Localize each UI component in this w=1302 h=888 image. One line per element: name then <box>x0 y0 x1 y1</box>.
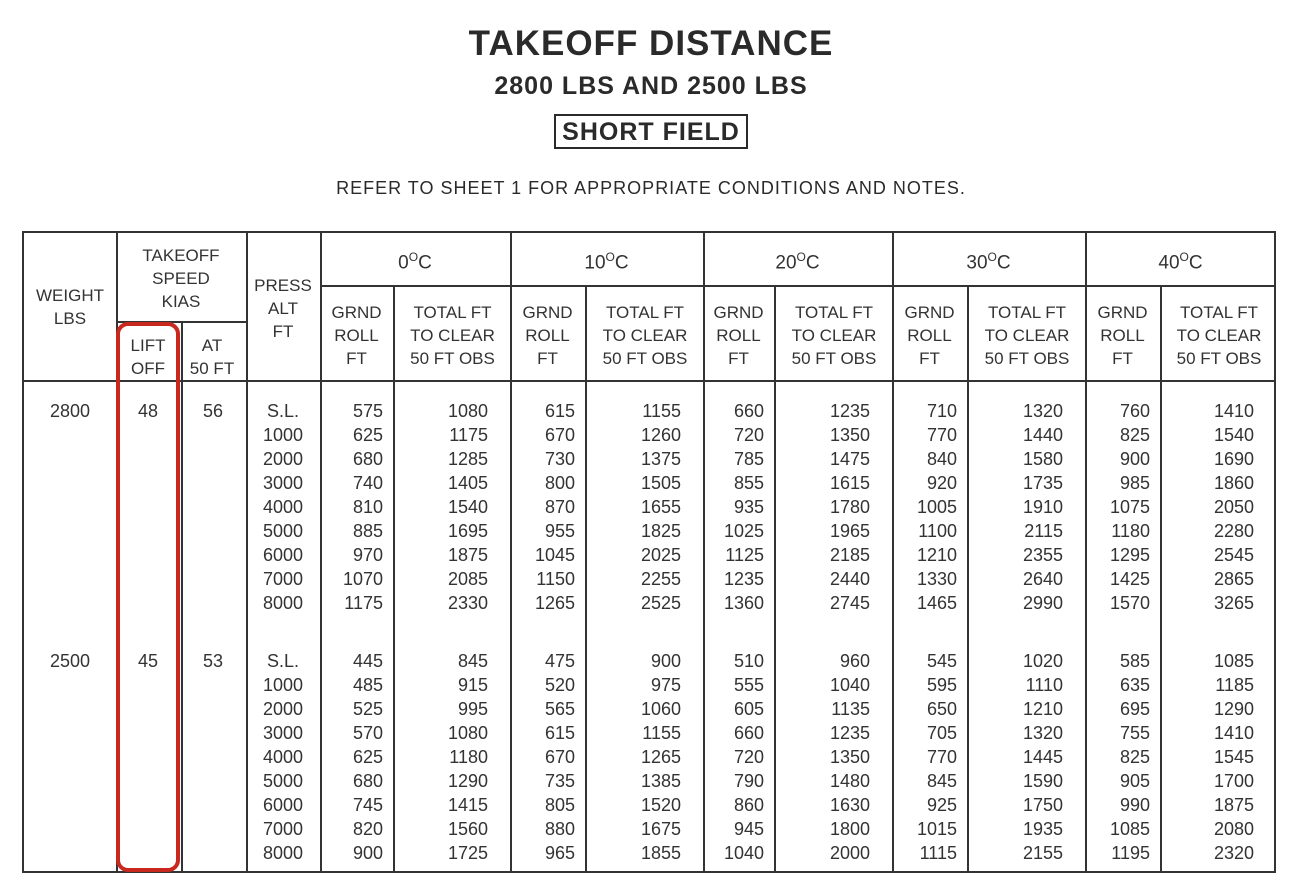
total-distance-value: 2525 <box>640 593 681 613</box>
temp-value: 0 <box>398 252 409 274</box>
ground-roll-value: 720 <box>733 747 764 767</box>
total-distance-value: 1540 <box>1213 425 1254 445</box>
header-bottom-rule <box>22 380 1276 382</box>
total-ft-line1: TOTAL FT <box>987 303 1067 322</box>
ground-roll-value: 955 <box>544 521 575 541</box>
ground-roll-value: 985 <box>1119 473 1150 493</box>
speed-header-line1: TAKEOFF <box>142 246 220 265</box>
grnd-roll-line2: ROLL <box>334 326 379 345</box>
temp-unit: C <box>418 252 432 274</box>
ground-roll-value: 1425 <box>1109 569 1150 589</box>
temp-unit: C <box>1188 252 1203 274</box>
total-ft-line1: TOTAL FT <box>794 303 874 322</box>
total-distance-value: 1415 <box>447 795 488 815</box>
grnd-roll-header-0c <box>320 301 393 370</box>
ground-roll-value: 615 <box>544 723 575 743</box>
total-distance-value: 1235 <box>829 401 870 421</box>
total-distance-value: 915 <box>457 675 488 695</box>
ground-roll-value: 1570 <box>1109 593 1150 613</box>
press-alt-header <box>246 274 320 343</box>
temp-value: 40 <box>1158 252 1180 274</box>
temp-header-40c <box>1085 250 1276 274</box>
ground-roll-value: 1180 <box>1111 521 1150 541</box>
press-alt-line1: PRESS <box>254 276 312 295</box>
total-distance-value: 2000 <box>829 843 870 863</box>
total-distance-value: 1110 <box>1025 675 1063 695</box>
total-distance-value: 1060 <box>640 699 681 719</box>
ground-roll-value: 935 <box>733 497 764 517</box>
weight-value: 2500 <box>49 651 91 671</box>
ground-roll-value: 920 <box>926 473 957 493</box>
ground-roll-value: 635 <box>1119 675 1150 695</box>
press-alt-value: 7000 <box>262 569 304 589</box>
page-title: TAKEOFF DISTANCE <box>468 24 834 63</box>
total-distance-value: 1475 <box>829 449 870 469</box>
press-alt-value: S.L. <box>266 651 300 671</box>
at-50ft-line1: AT <box>201 336 223 355</box>
at-50ft-speed: 53 <box>202 651 224 671</box>
total-distance-value: 1175 <box>449 425 488 445</box>
reference-note: REFER TO SHEET 1 FOR APPROPRIATE CONDITIONS AND NOTES. <box>336 178 966 198</box>
total-ft-line2: TO CLEAR <box>1176 326 1262 345</box>
ground-roll-value: 905 <box>1119 771 1150 791</box>
total-distance-value: 1965 <box>829 521 870 541</box>
total-distance-value: 1405 <box>447 473 488 493</box>
total-distance-value: 1750 <box>1022 795 1063 815</box>
press-alt-value: 7000 <box>262 819 304 839</box>
grnd-roll-line1: GRND <box>331 303 382 322</box>
total-distance-value: 1350 <box>829 747 870 767</box>
ground-roll-value: 565 <box>544 699 575 719</box>
press-alt-value: 5000 <box>262 521 304 541</box>
total-distance-value: 1675 <box>640 819 681 839</box>
ground-roll-value: 650 <box>926 699 957 719</box>
ground-roll-value: 520 <box>544 675 575 695</box>
total-ft-line1: TOTAL FT <box>1179 303 1259 322</box>
lift-off-line2: OFF <box>131 359 165 378</box>
ground-roll-value: 790 <box>733 771 764 791</box>
total-distance-value: 1540 <box>447 497 488 517</box>
total-distance-value: 2990 <box>1022 593 1063 613</box>
at-50ft-line2: 50 FT <box>189 359 235 378</box>
press-alt-value: 2000 <box>262 449 304 469</box>
total-distance-value: 960 <box>839 651 870 671</box>
ground-roll-value: 720 <box>733 425 764 445</box>
temp-header-10c <box>510 250 703 274</box>
ground-roll-value: 510 <box>733 651 764 671</box>
ground-roll-value: 705 <box>926 723 957 743</box>
ground-roll-value: 1115 <box>919 843 957 863</box>
press-alt-value: 4000 <box>262 497 304 517</box>
ground-roll-value: 475 <box>544 651 575 671</box>
total-distance-value: 2115 <box>1024 521 1063 541</box>
total-distance-value: 1780 <box>829 497 870 517</box>
ground-roll-value: 825 <box>1119 747 1150 767</box>
total-distance-value: 1375 <box>640 449 681 469</box>
total-distance-value: 1410 <box>1213 723 1254 743</box>
total-distance-value: 2355 <box>1022 545 1063 565</box>
total-distance-value: 1695 <box>447 521 488 541</box>
total-ft-line3: 50 FT OBS <box>410 349 495 368</box>
ground-roll-value: 845 <box>926 771 957 791</box>
ground-roll-value: 1025 <box>723 521 764 541</box>
ground-roll-value: 740 <box>352 473 383 493</box>
total-distance-value: 2080 <box>1213 819 1254 839</box>
ground-roll-value: 555 <box>733 675 764 695</box>
grnd-roll-header-40c <box>1085 301 1160 370</box>
ground-roll-value: 945 <box>733 819 764 839</box>
press-alt-value: 6000 <box>262 795 304 815</box>
total-distance-value: 1935 <box>1022 819 1063 839</box>
grnd-roll-line3: FT <box>919 349 940 368</box>
total-ft-line1: TOTAL FT <box>605 303 685 322</box>
ground-roll-value: 855 <box>733 473 764 493</box>
ground-roll-value: 970 <box>352 545 383 565</box>
ground-roll-value: 820 <box>352 819 383 839</box>
ground-roll-value: 885 <box>352 521 383 541</box>
total-ft-header-30c <box>969 301 1085 370</box>
weight-header <box>24 284 116 330</box>
total-distance-value: 1875 <box>447 545 488 565</box>
temp-header-0c <box>320 250 510 274</box>
grnd-roll-header-30c <box>892 301 967 370</box>
ground-roll-value: 570 <box>352 723 383 743</box>
total-distance-value: 1545 <box>1213 747 1254 767</box>
ground-roll-value: 710 <box>926 401 957 421</box>
total-ft-line3: 50 FT OBS <box>602 349 688 368</box>
weight-value: 2800 <box>49 401 91 421</box>
grnd-roll-line3: FT <box>537 349 558 368</box>
press-alt-value: 4000 <box>262 747 304 767</box>
total-distance-value: 1615 <box>829 473 870 493</box>
total-distance-value: 1825 <box>640 521 681 541</box>
total-distance-value: 1080 <box>447 723 488 743</box>
ground-roll-value: 900 <box>352 843 383 863</box>
page-subtitle: 2800 LBS AND 2500 LBS <box>494 72 808 100</box>
weight-header-line1: WEIGHT <box>36 286 104 305</box>
ground-roll-value: 1265 <box>534 593 575 613</box>
speed-header-line3: KIAS <box>161 292 201 311</box>
total-distance-value: 1630 <box>829 795 870 815</box>
ground-roll-value: 1045 <box>534 545 575 565</box>
press-alt-line3: FT <box>272 322 294 341</box>
total-distance-value: 2640 <box>1022 569 1063 589</box>
ground-roll-value: 585 <box>1119 651 1150 671</box>
total-distance-value: 1180 <box>449 747 488 767</box>
ground-roll-value: 760 <box>1119 401 1150 421</box>
total-distance-value: 1875 <box>1213 795 1254 815</box>
ground-roll-value: 990 <box>1119 795 1150 815</box>
temp-unit: C <box>805 252 820 274</box>
total-ft-line2: TO CLEAR <box>410 326 495 345</box>
ground-roll-value: 625 <box>352 747 383 767</box>
total-distance-value: 2545 <box>1213 545 1254 565</box>
total-distance-value: 995 <box>457 699 488 719</box>
total-distance-value: 2085 <box>447 569 488 589</box>
total-distance-value: 2320 <box>1213 843 1254 863</box>
ground-roll-value: 660 <box>733 401 764 421</box>
degree-symbol: O <box>408 250 419 264</box>
grnd-roll-header-20c <box>703 301 774 370</box>
ground-roll-value: 545 <box>926 651 957 671</box>
lift-off-speed: 48 <box>137 401 159 421</box>
ground-roll-value: 1125 <box>725 545 764 565</box>
degree-symbol: O <box>1179 250 1189 264</box>
temp-unit: C <box>996 252 1011 274</box>
lift-off-speed: 45 <box>137 651 159 671</box>
press-alt-value: 8000 <box>262 593 304 613</box>
total-distance-value: 2865 <box>1213 569 1254 589</box>
total-ft-line3: 50 FT OBS <box>1176 349 1262 368</box>
ground-roll-value: 1070 <box>342 569 383 589</box>
ground-roll-value: 625 <box>352 425 383 445</box>
total-distance-value: 1210 <box>1022 699 1063 719</box>
takeoff-speed-header <box>116 244 246 313</box>
ground-roll-value: 1465 <box>916 593 957 613</box>
total-distance-value: 1735 <box>1022 473 1063 493</box>
press-alt-value: 5000 <box>262 771 304 791</box>
ground-roll-value: 785 <box>733 449 764 469</box>
total-distance-value: 845 <box>457 651 488 671</box>
at-50ft-header <box>181 334 243 380</box>
at-50ft-speed: 56 <box>202 401 224 421</box>
ground-roll-value: 615 <box>544 401 575 421</box>
total-distance-value: 2050 <box>1213 497 1254 517</box>
total-distance-value: 1350 <box>829 425 870 445</box>
total-distance-value: 1155 <box>642 401 681 421</box>
total-distance-value: 1910 <box>1022 497 1063 517</box>
press-alt-value: 2000 <box>262 699 304 719</box>
total-distance-value: 3265 <box>1213 593 1254 613</box>
ground-roll-value: 1085 <box>1109 819 1150 839</box>
total-ft-line2: TO CLEAR <box>602 326 688 345</box>
press-alt-line2: ALT <box>268 299 298 318</box>
total-ft-line2: TO CLEAR <box>791 326 877 345</box>
press-alt-value: 1000 <box>262 675 304 695</box>
total-distance-value: 2185 <box>829 545 870 565</box>
total-distance-value: 1480 <box>829 771 870 791</box>
temp-header-30c <box>892 250 1085 274</box>
ground-roll-value: 605 <box>733 699 764 719</box>
ground-roll-value: 900 <box>1119 449 1150 469</box>
total-distance-value: 1285 <box>447 449 488 469</box>
ground-roll-value: 810 <box>352 497 383 517</box>
total-distance-value: 1320 <box>1022 401 1063 421</box>
ground-roll-value: 730 <box>544 449 575 469</box>
total-ft-line2: TO CLEAR <box>984 326 1070 345</box>
total-distance-value: 900 <box>650 651 681 671</box>
grnd-roll-header-10c <box>510 301 585 370</box>
grnd-roll-line3: FT <box>1112 349 1133 368</box>
short-field-label: SHORT FIELD <box>554 114 748 149</box>
ground-roll-value: 1015 <box>916 819 957 839</box>
ground-roll-value: 1075 <box>1109 497 1150 517</box>
ground-roll-value: 1175 <box>344 593 383 613</box>
press-alt-value: 6000 <box>262 545 304 565</box>
grnd-roll-line1: GRND <box>522 303 573 322</box>
press-alt-value: S.L. <box>266 401 300 421</box>
lift-off-highlight <box>116 322 180 872</box>
total-distance-value: 1155 <box>642 723 681 743</box>
total-distance-value: 1410 <box>1213 401 1254 421</box>
degree-symbol: O <box>605 250 615 264</box>
ground-roll-value: 1150 <box>536 569 575 589</box>
total-distance-value: 1505 <box>640 473 681 493</box>
total-distance-value: 1085 <box>1213 651 1254 671</box>
total-distance-value: 2255 <box>640 569 681 589</box>
ground-roll-value: 745 <box>352 795 383 815</box>
temp-header-20c <box>703 250 892 274</box>
ground-roll-value: 770 <box>926 425 957 445</box>
grnd-roll-line3: FT <box>728 349 749 368</box>
temp-header-rule <box>320 285 1276 287</box>
total-distance-value: 975 <box>650 675 681 695</box>
total-distance-value: 1520 <box>640 795 681 815</box>
lift-off-line1: LIFT <box>130 336 166 355</box>
ground-roll-value: 965 <box>544 843 575 863</box>
ground-roll-value: 445 <box>352 651 383 671</box>
short-field-box-wrap <box>0 114 1302 149</box>
ground-roll-value: 680 <box>352 771 383 791</box>
ground-roll-value: 860 <box>733 795 764 815</box>
grnd-roll-line1: GRND <box>904 303 955 322</box>
total-distance-value: 1135 <box>831 699 870 719</box>
grnd-roll-line3: FT <box>346 349 367 368</box>
total-distance-value: 1080 <box>447 401 488 421</box>
total-distance-value: 2745 <box>829 593 870 613</box>
total-distance-value: 1320 <box>1022 723 1063 743</box>
total-ft-line3: 50 FT OBS <box>791 349 877 368</box>
ground-roll-value: 660 <box>733 723 764 743</box>
total-distance-value: 1445 <box>1022 747 1063 767</box>
ground-roll-value: 1005 <box>916 497 957 517</box>
ground-roll-value: 575 <box>352 401 383 421</box>
ground-roll-value: 1040 <box>723 843 764 863</box>
ground-roll-value: 755 <box>1119 723 1150 743</box>
total-distance-value: 1290 <box>447 771 488 791</box>
total-distance-value: 1700 <box>1213 771 1254 791</box>
total-distance-value: 1725 <box>447 843 488 863</box>
grnd-roll-line2: ROLL <box>907 326 952 345</box>
ground-roll-value: 800 <box>544 473 575 493</box>
total-distance-value: 2440 <box>829 569 870 589</box>
total-ft-header-0c <box>395 301 510 370</box>
ground-roll-value: 670 <box>544 425 575 445</box>
total-distance-value: 1860 <box>1213 473 1254 493</box>
total-distance-value: 1260 <box>640 425 681 445</box>
ground-roll-value: 925 <box>926 795 957 815</box>
total-distance-value: 1690 <box>1213 449 1254 469</box>
ground-roll-value: 1210 <box>916 545 957 565</box>
total-distance-value: 1020 <box>1022 651 1063 671</box>
total-ft-header-20c <box>776 301 892 370</box>
ground-roll-value: 805 <box>544 795 575 815</box>
total-distance-value: 2025 <box>640 545 681 565</box>
total-distance-value: 1800 <box>829 819 870 839</box>
temp-value: 10 <box>584 252 606 274</box>
ground-roll-value: 670 <box>544 747 575 767</box>
total-ft-header-10c <box>587 301 703 370</box>
ground-roll-value: 1235 <box>723 569 764 589</box>
press-alt-value: 1000 <box>262 425 304 445</box>
total-distance-value: 1040 <box>829 675 870 695</box>
ground-roll-value: 735 <box>544 771 575 791</box>
press-alt-value: 3000 <box>262 473 304 493</box>
ground-roll-value: 770 <box>926 747 957 767</box>
ground-roll-value: 825 <box>1119 425 1150 445</box>
ground-roll-value: 695 <box>1119 699 1150 719</box>
ground-roll-value: 595 <box>926 675 957 695</box>
total-ft-header-40c <box>1162 301 1276 370</box>
temp-unit: C <box>614 252 629 274</box>
degree-symbol: O <box>796 250 806 264</box>
total-distance-value: 1560 <box>447 819 488 839</box>
total-distance-value: 1185 <box>1215 675 1254 695</box>
ground-roll-value: 870 <box>544 497 575 517</box>
ground-roll-value: 840 <box>926 449 957 469</box>
total-distance-value: 1440 <box>1022 425 1063 445</box>
ground-roll-value: 880 <box>544 819 575 839</box>
total-distance-value: 1580 <box>1022 449 1063 469</box>
total-distance-value: 1385 <box>640 771 681 791</box>
total-distance-value: 1655 <box>640 497 681 517</box>
ground-roll-value: 1295 <box>1109 545 1150 565</box>
total-distance-value: 2330 <box>447 593 488 613</box>
ground-roll-value: 1330 <box>916 569 957 589</box>
total-distance-value: 1855 <box>640 843 681 863</box>
speed-header-line2: SPEED <box>152 269 210 288</box>
total-distance-value: 1265 <box>640 747 681 767</box>
total-distance-value: 1590 <box>1022 771 1063 791</box>
grnd-roll-line1: GRND <box>1097 303 1148 322</box>
total-distance-value: 2280 <box>1213 521 1254 541</box>
temp-value: 30 <box>966 252 988 274</box>
temp-value: 20 <box>775 252 797 274</box>
total-distance-value: 1235 <box>829 723 870 743</box>
grnd-roll-line2: ROLL <box>716 326 761 345</box>
grnd-roll-line1: GRND <box>713 303 764 322</box>
ground-roll-value: 485 <box>352 675 383 695</box>
total-ft-line1: TOTAL FT <box>413 303 492 322</box>
total-ft-line3: 50 FT OBS <box>984 349 1070 368</box>
total-distance-value: 1290 <box>1213 699 1254 719</box>
ground-roll-value: 525 <box>352 699 383 719</box>
ground-roll-value: 680 <box>352 449 383 469</box>
weight-header-line2: LBS <box>53 309 87 328</box>
grnd-roll-line2: ROLL <box>1100 326 1145 345</box>
ground-roll-value: 1360 <box>723 593 764 613</box>
total-distance-value: 2155 <box>1022 843 1063 863</box>
ground-roll-value: 1195 <box>1111 843 1150 863</box>
press-alt-value: 8000 <box>262 843 304 863</box>
ground-roll-value: 1100 <box>918 521 957 541</box>
degree-symbol: O <box>987 250 997 264</box>
grnd-roll-line2: ROLL <box>525 326 570 345</box>
press-alt-value: 3000 <box>262 723 304 743</box>
